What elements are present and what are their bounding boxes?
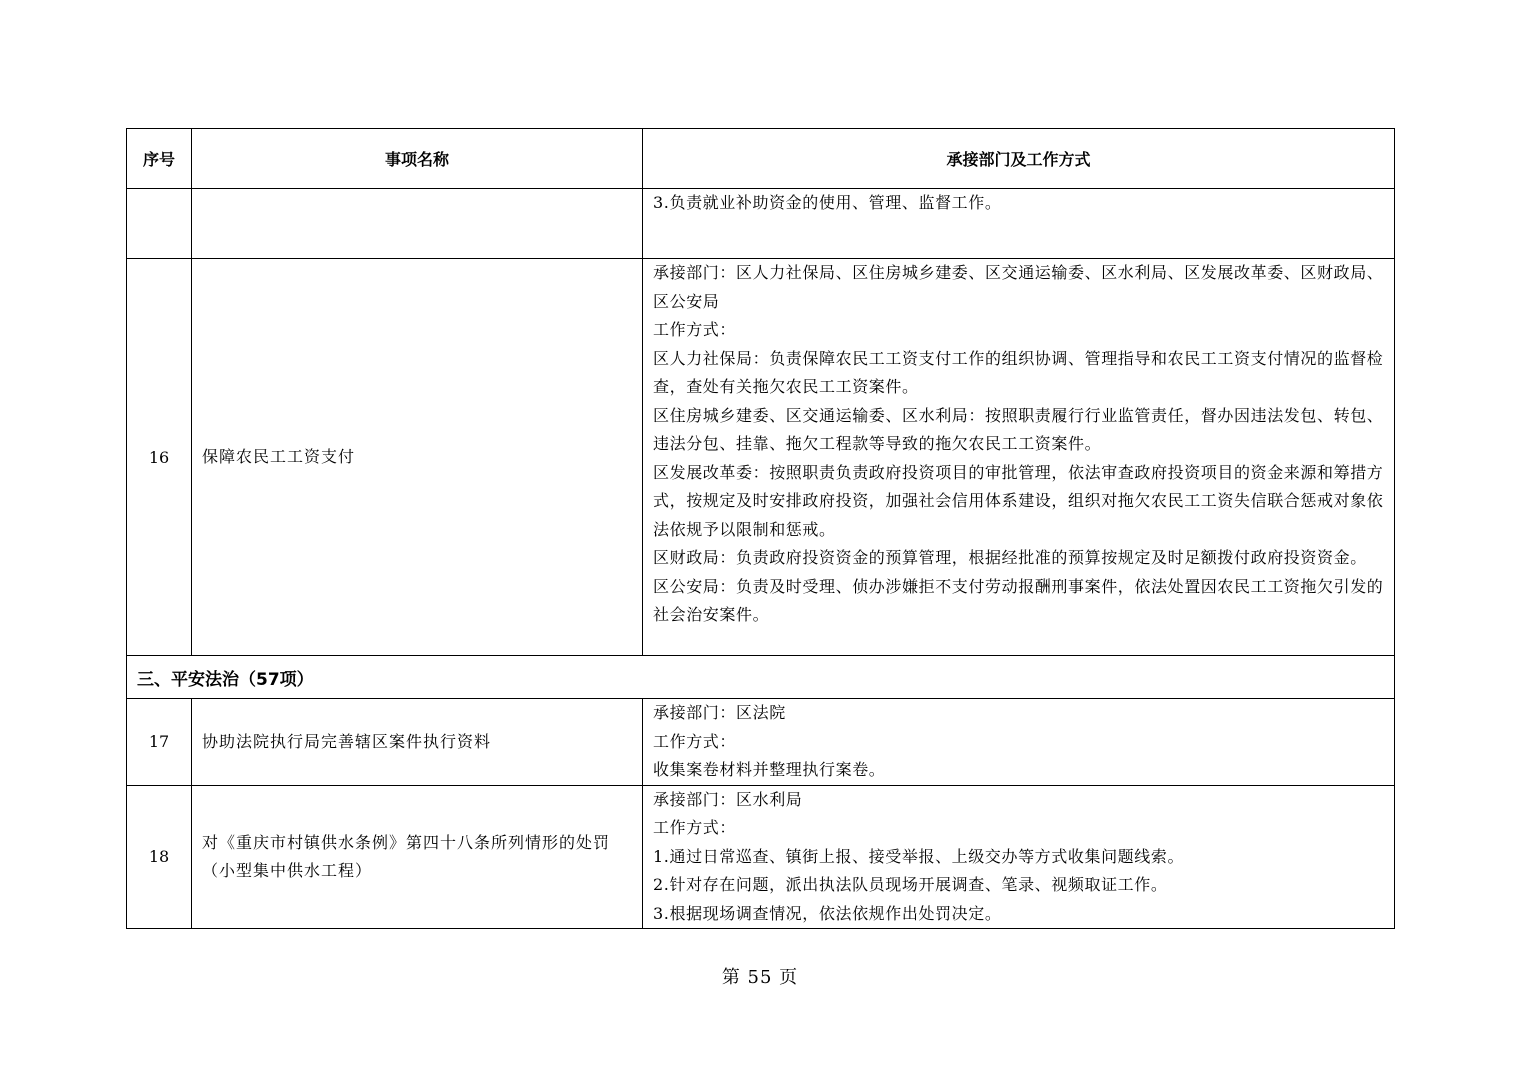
table-row xyxy=(127,259,1395,656)
section-title: 三、平安法治（57项） xyxy=(127,656,1395,699)
row-item-name: 对《重庆市村镇供水条例》第四十八条所列情形的处罚（小型集中供水工程） xyxy=(192,785,643,929)
header-seq: 序号 xyxy=(127,129,192,189)
row-item-name: 协助法院执行局完善辖区案件执行资料 xyxy=(192,699,643,786)
row-number: 17 xyxy=(127,699,192,786)
row-number xyxy=(127,189,192,259)
detail-line: 区公安局：负责及时受理、侦办涉嫌拒不支付劳动报酬刑事案件，依法处置因农民工工资拖欠引发的社会治安案件。 xyxy=(653,576,1384,624)
detail-line: 3.根据现场调查情况，依法依规作出处罚决定。 xyxy=(653,903,1002,923)
detail-line: 区住房城乡建委、区交通运输委、区水利局：按照职责履行行业监管责任，督办因违法发包、转包、违法分包、挂靠、拖欠工程款等导致的拖欠农民工工资案件。 xyxy=(653,405,1384,453)
section-row xyxy=(127,656,1395,699)
detail-line: 2.针对存在问题，派出执法队员现场开展调查、笔录、视频取证工作。 xyxy=(653,875,1168,894)
detail-line: 区人力社保局：负责保障农民工工资支付工作的组织协调、管理指导和农民工工资支付情况的监督检查，查处有关拖欠农民工工资案件。 xyxy=(653,348,1384,396)
row-number: 18 xyxy=(127,785,192,929)
detail-line: 收集案卷材料并整理执行案卷。 xyxy=(653,760,886,779)
table-row xyxy=(127,699,1395,786)
row-detail xyxy=(643,259,1395,656)
detail-line: 区发展改革委：按照职责负责政府投资项目的审批管理，依法审查政府投资项目的资金来源和筹措方式，按规定及时安排政府投资，加强社会信用体系建设，组织对拖欠农民工工资失信联合惩戒对象依法依规予以限制和惩戒。 xyxy=(653,462,1384,539)
row-number: 16 xyxy=(127,259,192,656)
row-item-name: 保障农民工工资支付 xyxy=(192,259,643,656)
table-header-row xyxy=(127,129,1395,189)
row-detail xyxy=(643,189,1395,259)
table-row xyxy=(127,189,1395,259)
header-item-name: 事项名称 xyxy=(192,129,643,189)
header-dept-method: 承接部门及工作方式 xyxy=(643,129,1395,189)
detail-line: 工作方式： xyxy=(653,731,737,751)
table-row xyxy=(127,785,1395,929)
detail-line: 承接部门：区法院 xyxy=(653,703,786,722)
detail-line: 1.通过日常巡查、镇街上报、接受举报、上级交办等方式收集问题线索。 xyxy=(653,846,1185,866)
detail-line: 区财政局：负责政府投资资金的预算管理，根据经批准的预算按规定及时足额拨付政府投资资金。 xyxy=(653,548,1367,567)
matters-table xyxy=(126,128,1395,929)
row-detail xyxy=(643,699,1395,786)
detail-line: 承接部门：区人力社保局、区住房城乡建委、区交通运输委、区水利局、区发展改革委、区财政局、区公安局 xyxy=(653,263,1384,311)
row-item-name xyxy=(192,189,643,259)
detail-line: 3.负责就业补助资金的使用、管理、监督工作。 xyxy=(653,193,1002,212)
detail-line: 承接部门：区水利局 xyxy=(653,789,803,809)
detail-line: 工作方式： xyxy=(653,320,737,339)
detail-line: 工作方式： xyxy=(653,818,737,837)
page-number: 第 55 页 xyxy=(721,967,799,988)
row-detail xyxy=(643,785,1395,929)
